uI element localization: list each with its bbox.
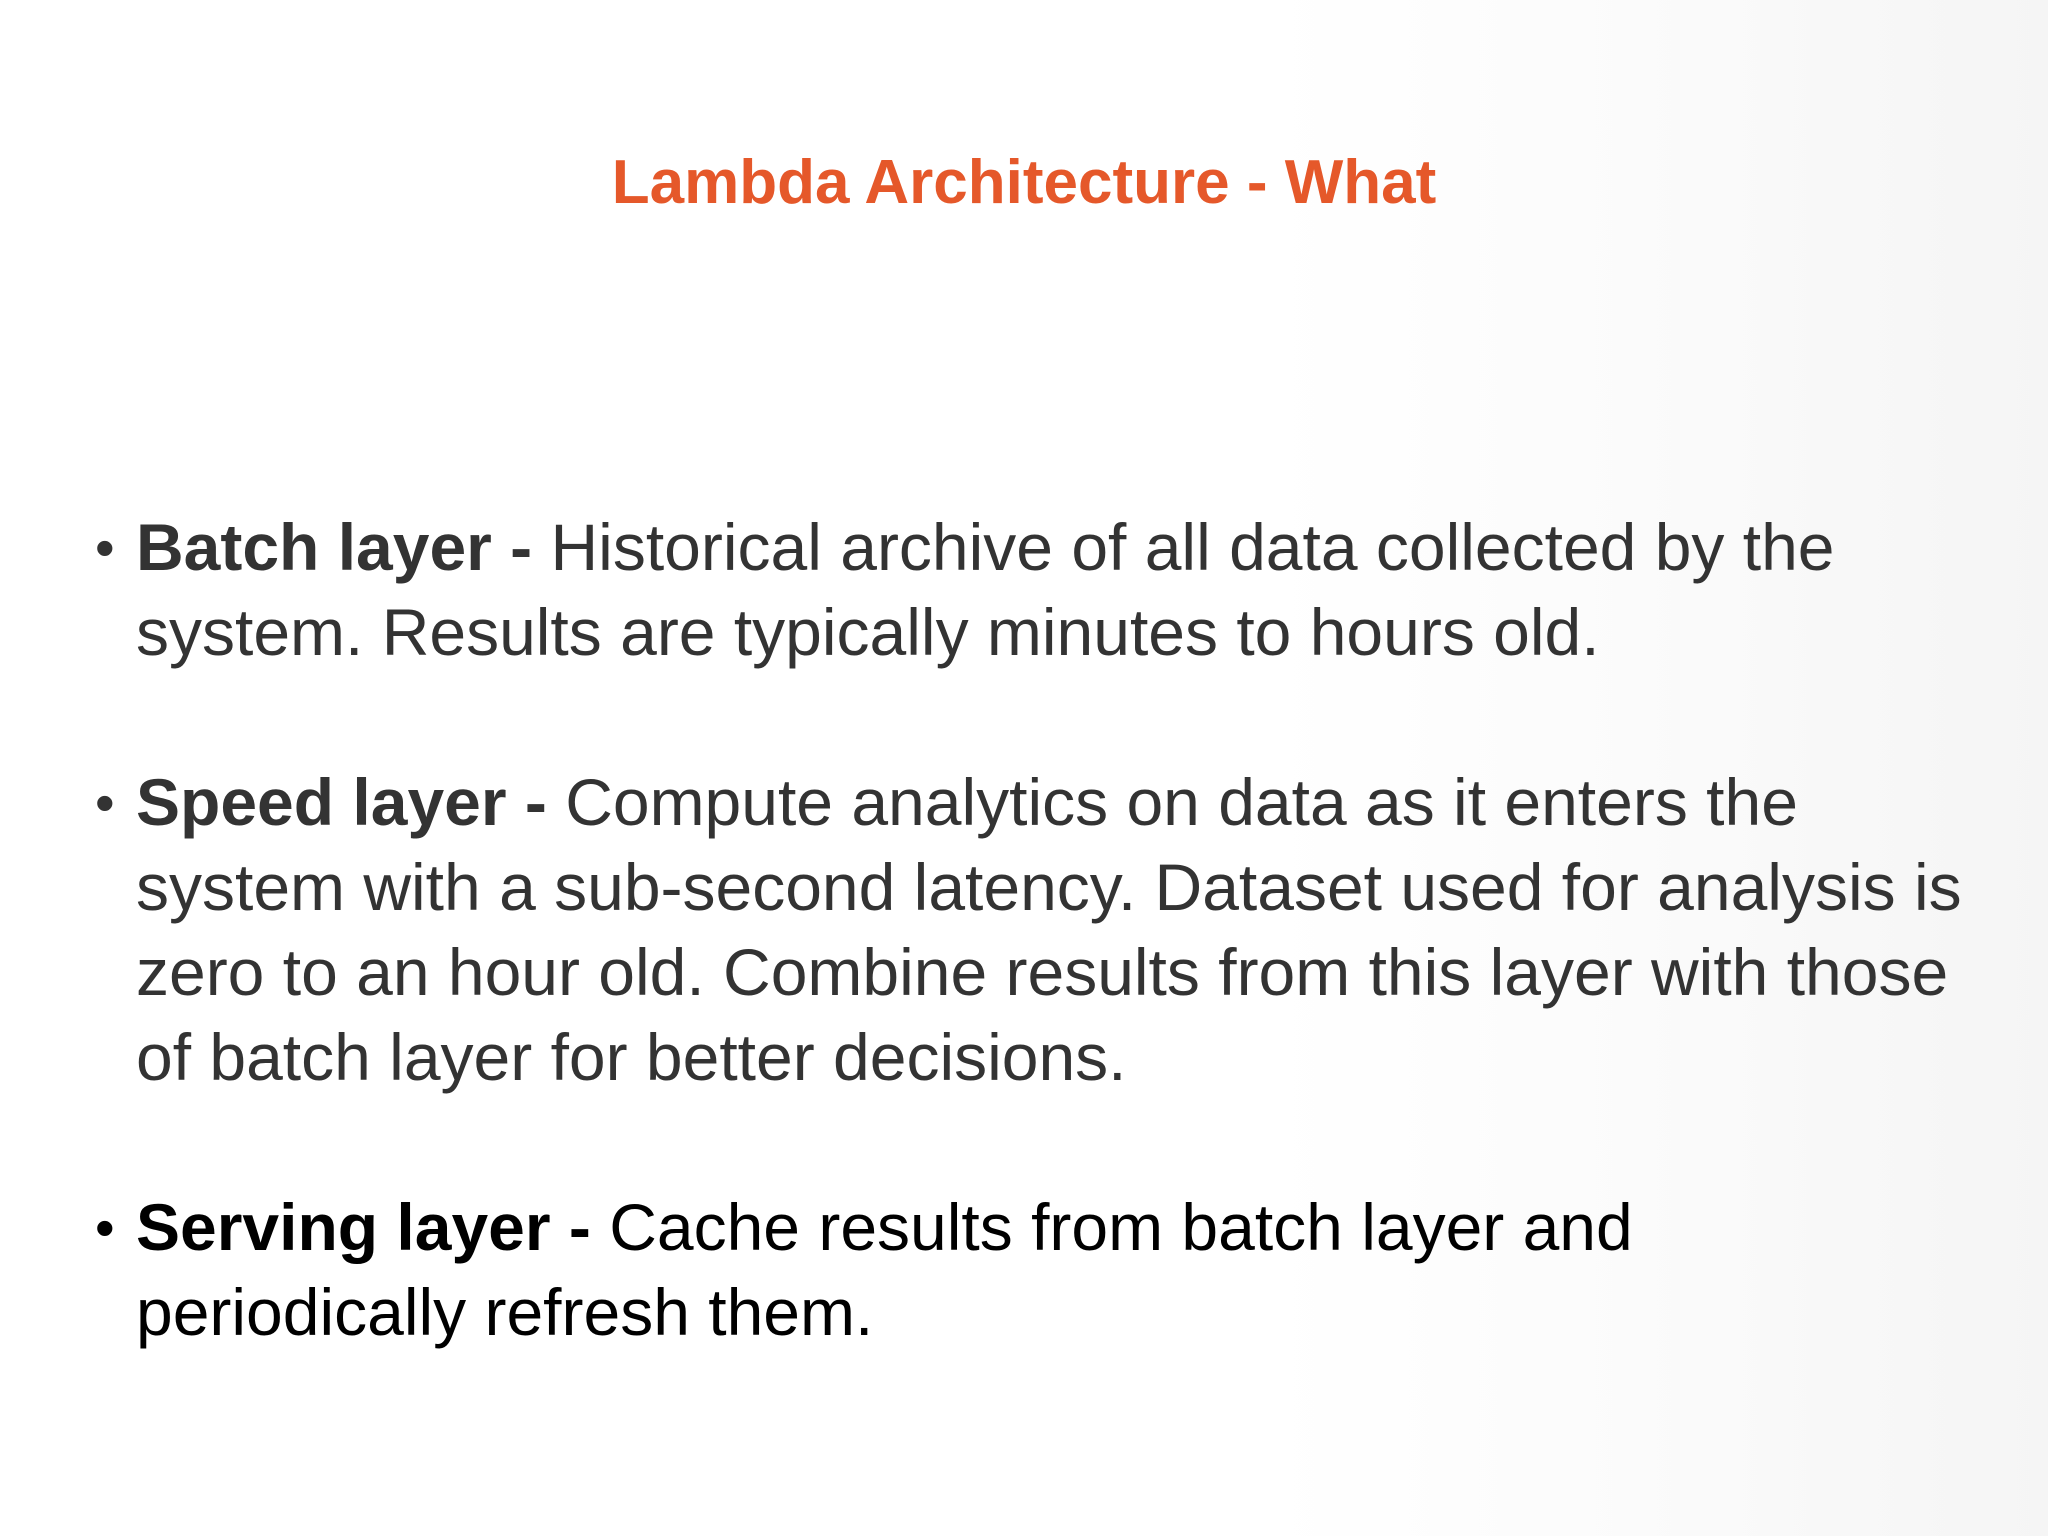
bullet-serving-layer	[95, 1185, 1975, 1355]
bullet-text: Compute analytics on data as it enters the system with a sub-second latency. Dataset used for analysis is zero to an hour old. Combine results from this layer with those of batch layer for better decisions.	[136, 765, 1962, 1094]
bullet-batch-layer	[95, 505, 1975, 675]
slide-title: Lambda Architecture - What	[611, 148, 1437, 217]
bullet-dot-icon: •	[95, 771, 115, 834]
bullet-text: Historical archive of all data collected by the system. Results are typically minutes to hours old.	[136, 510, 1835, 669]
bullet-speed-layer	[95, 760, 1975, 1100]
bullet-dot-icon: •	[95, 516, 115, 579]
bullet-term: Serving layer -	[136, 1190, 591, 1264]
bullet-text: Cache results from batch layer and periodically refresh them.	[136, 1190, 1633, 1349]
bullet-dot-icon: •	[95, 1196, 115, 1259]
bullet-term: Speed layer -	[136, 765, 547, 839]
bullet-term: Batch layer -	[136, 510, 533, 584]
bullet-list	[95, 505, 1975, 1440]
